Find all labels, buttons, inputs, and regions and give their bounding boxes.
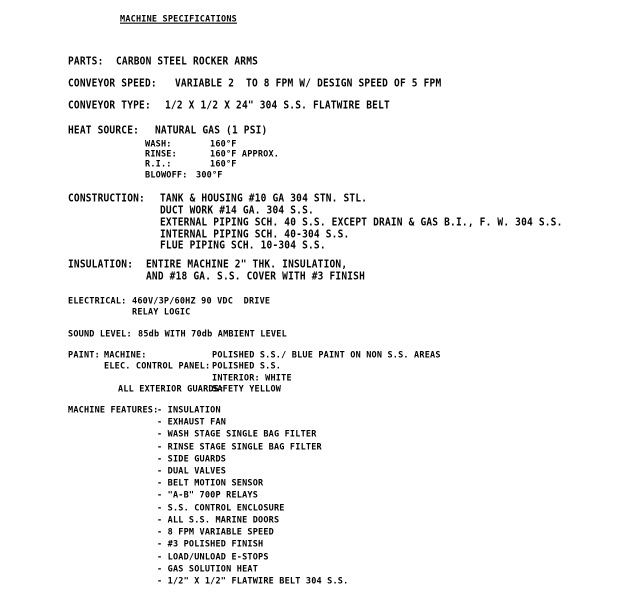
feature-item: - 1/2" X 1/2" FLATWIRE BELT 304 S.S.	[157, 576, 349, 587]
electrical-label: ELECTRICAL:	[68, 296, 127, 307]
construction-line: EXTERNAL PIPING SCH. 40 S.S. EXCEPT DRAIN & GAS B.I., F. W. 304 S.S.	[160, 217, 563, 229]
insulation-line: ENTIRE MACHINE 2" THK. INSULATION,	[146, 259, 348, 271]
construction-line: TANK & HOUSING #10 GA 304 STN. STL.	[160, 193, 368, 205]
conveyor-speed-value: VARIABLE 2 TO 8 FPM W/ DESIGN SPEED OF 5 FPM	[175, 78, 442, 90]
heat-stage-label: R.I.:	[145, 159, 172, 170]
parts-value: CARBON STEEL ROCKER ARMS	[116, 56, 259, 68]
electrical-line: RELAY LOGIC	[132, 307, 191, 318]
feature-item: - BELT MOTION SENSOR	[157, 478, 264, 489]
feature-item: - "A-B" 700P RELAYS	[157, 490, 259, 501]
heat-stage-temp: 160°F APPROX.	[210, 149, 280, 160]
parts-label: PARTS:	[68, 56, 104, 68]
feature-item: - INSULATION	[157, 405, 221, 416]
electrical-line: 460V/3P/60HZ 90 VDC DRIVE	[132, 296, 271, 307]
heat-source-value: NATURAL GAS (1 PSI)	[155, 125, 268, 137]
construction-line: FLUE PIPING SCH. 10-304 S.S.	[160, 240, 326, 252]
construction-line: INTERNAL PIPING SCH. 40-304 S.S.	[160, 229, 350, 241]
construction-line: DUCT WORK #14 GA. 304 S.S.	[160, 205, 314, 217]
feature-item: - RINSE STAGE SINGLE BAG FILTER	[157, 442, 322, 453]
feature-item: - SIDE GUARDS	[157, 454, 227, 465]
paint-value: INTERIOR: WHITE	[212, 373, 292, 384]
machine-features-label: MACHINE FEATURES:	[68, 405, 159, 416]
heat-stage-temp: 160°F	[210, 159, 237, 170]
heat-source-label: HEAT SOURCE:	[68, 125, 140, 137]
insulation-line: AND #18 GA. S.S. COVER WITH #3 FINISH	[146, 271, 366, 283]
sound-level-label: SOUND LEVEL:	[68, 329, 132, 340]
conveyor-type-value: 1/2 X 1/2 X 24" 304 S.S. FLATWIRE BELT	[165, 100, 390, 112]
feature-item: - WASH STAGE SINGLE BAG FILTER	[157, 429, 317, 440]
paint-item: MACHINE:	[104, 350, 147, 361]
feature-item: - 8 FPM VARIABLE SPEED	[157, 527, 274, 538]
heat-stage-temp: 160°F	[210, 139, 237, 150]
feature-item: - #3 POLISHED FINISH	[157, 539, 264, 550]
feature-item: - S.S. CONTROL ENCLOSURE	[157, 503, 285, 514]
heat-stage-temp: 300°F	[196, 170, 223, 181]
conveyor-speed-label: CONVEYOR SPEED:	[68, 78, 157, 90]
construction-label: CONSTRUCTION:	[68, 193, 145, 205]
paint-item: ALL EXTERIOR GUARDS:	[118, 384, 225, 395]
conveyor-type-label: CONVEYOR TYPE:	[68, 100, 151, 112]
heat-stage-label: WASH:	[145, 139, 172, 150]
feature-item: - EXHAUST FAN	[157, 417, 227, 428]
heat-stage-label: BLOWOFF:	[145, 170, 188, 181]
page-title: MACHINE SPECIFICATIONS	[120, 14, 237, 25]
paint-label: PAINT:	[68, 350, 100, 361]
sound-level-value: 85db WITH 70db AMBIENT LEVEL	[138, 329, 287, 340]
paint-value: POLISHED S.S./ BLUE PAINT ON NON S.S. AREAS	[212, 350, 441, 361]
feature-item: - ALL S.S. MARINE DOORS	[157, 515, 280, 526]
paint-value: POLISHED S.S.	[212, 361, 282, 372]
paint-item: ELEC. CONTROL PANEL:	[104, 361, 211, 372]
heat-stage-label: RINSE:	[145, 149, 177, 160]
feature-item: - LOAD/UNLOAD E-STOPS	[157, 552, 269, 563]
feature-item: - DUAL VALVES	[157, 466, 227, 477]
paint-value: SAFETY YELLOW	[212, 384, 282, 395]
feature-item: - GAS SOLUTION HEAT	[157, 564, 259, 575]
insulation-label: INSULATION:	[68, 259, 134, 271]
